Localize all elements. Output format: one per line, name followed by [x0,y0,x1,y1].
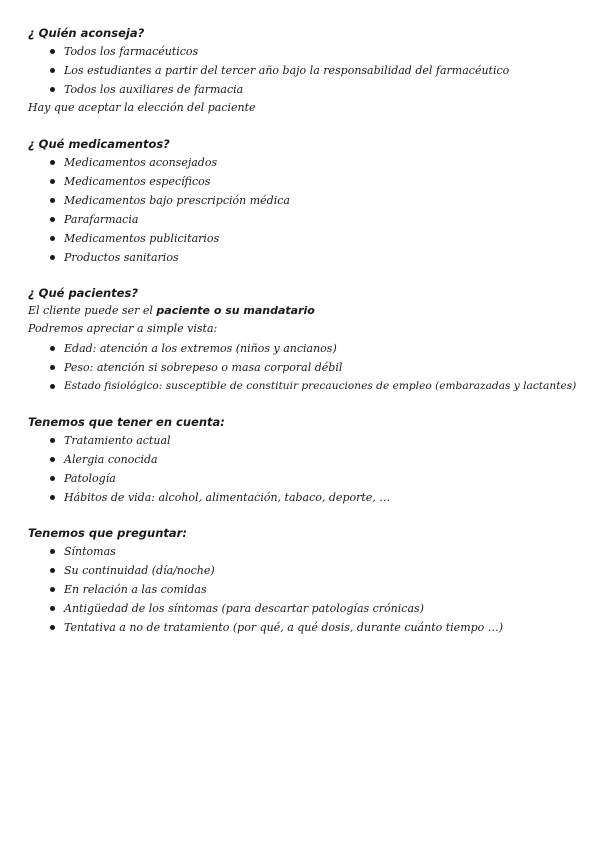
list-item-text: Síntomas [64,544,116,558]
list-item [50,542,584,561]
list-item-text: Alergia conocida [64,452,158,466]
list-item [50,172,584,191]
list-quien-aconseja [28,42,584,99]
list-item-text: En relación a las comidas [64,582,207,596]
intro-apreciar: Podremos apreciar a simple vista: [28,322,218,335]
list-item [50,488,584,507]
list-item [50,431,584,450]
list-item-text: Su continuidad (día/noche) [64,563,215,577]
list-item [50,450,584,469]
list-item-text: Tratamiento actual [64,433,171,447]
list-item-text: Productos sanitarios [64,250,179,264]
list-item-text: Los estudiantes a partir del tercer año bajo la responsabilidad del farmacéutico [64,64,510,77]
list-preguntar [28,542,584,637]
list-item [50,42,584,61]
bullet-icon [50,68,55,73]
list-item [50,153,584,172]
list-item-text: Edad: atención a los extremos (niños y ancianos) [64,341,337,355]
heading-tener-en-cuenta: Tenemos que tener en cuenta: [28,414,225,429]
bullet-icon [50,587,55,592]
heading-preguntar: Tenemos que preguntar: [28,525,187,540]
list-item-text: Peso: atención si sobrepeso o masa corporal débil [64,360,343,374]
list-item-text: Estado fisiológico: susceptible de constituir precauciones de empleo (embarazadas y lactantes) [64,379,577,392]
bullet-icon [50,549,55,554]
bullet-icon [50,457,55,462]
list-item-text: Medicamentos aconsejados [64,155,218,169]
heading-que-pacientes: ¿ Qué pacientes? [28,285,138,300]
list-item [50,80,584,99]
list-que-pacientes [28,339,584,396]
list-item-text: Medicamentos específicos [64,174,211,188]
bullet-icon [50,438,55,443]
list-item-text: Tentativa a no de tratamiento (por qué, a qué dosis, durante cuánto tiempo …) [64,620,504,634]
bullet-icon [50,346,55,351]
list-item [50,191,584,210]
bullet-icon [50,236,55,241]
list-item [50,580,584,599]
list-item [50,561,584,580]
list-tener-en-cuenta [28,431,584,507]
bullet-icon [50,625,55,630]
list-item [50,339,584,358]
list-item [50,210,584,229]
bullet-icon [50,384,55,389]
list-item-text: Todos los auxiliares de farmacia [64,83,244,96]
list-item [50,377,584,396]
bullet-icon [50,255,55,260]
document-page [28,24,584,637]
bullet-icon [50,198,55,203]
bullet-icon [50,49,55,54]
list-item-text: Antigüedad de los síntomas (para descartar patologías crónicas) [64,601,424,615]
list-item [50,358,584,377]
list-item-text: Medicamentos publicitarios [64,231,220,245]
client-line [28,302,584,321]
list-item-text: Medicamentos bajo prescripción médica [64,193,290,207]
bullet-icon [50,495,55,500]
client-prefix: El cliente puede ser el [28,303,157,317]
heading-quien-aconseja: ¿ Quién aconseja? [28,26,145,40]
note-eleccion-paciente: Hay que aceptar la elección del paciente [28,101,256,114]
list-item-text: Hábitos de vida: alcohol, alimentación, tabaco, deporte, … [64,490,391,504]
list-item-text: Parafarmacia [64,212,139,226]
bullet-icon [50,217,55,222]
bullet-icon [50,365,55,370]
list-item [50,618,584,637]
bullet-icon [50,87,55,92]
list-item-text: Todos los farmacéuticos [64,45,199,58]
heading-que-medicamentos: ¿ Qué medicamentos? [28,136,170,151]
list-que-medicamentos [28,153,584,267]
bullet-icon [50,568,55,573]
list-item [50,61,584,80]
list-item [50,599,584,618]
list-item [50,229,584,248]
bullet-icon [50,179,55,184]
bullet-icon [50,476,55,481]
bullet-icon [50,160,55,165]
list-item-text: Patología [64,471,116,485]
list-item [50,248,584,267]
bullet-icon [50,606,55,611]
list-item [50,469,584,488]
client-bold: paciente o su mandatario [156,303,315,317]
